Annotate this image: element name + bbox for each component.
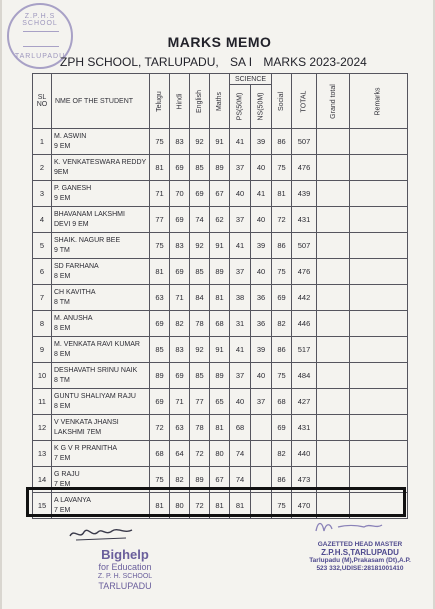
- cell-ns: 40: [251, 155, 272, 181]
- cell-hindi: 69: [170, 259, 190, 285]
- table-row: [33, 363, 408, 389]
- exam-name: SA I: [230, 55, 253, 69]
- cell-hindi: 80: [170, 493, 190, 519]
- cell-social: 86: [272, 129, 292, 155]
- cell-english: 92: [190, 233, 210, 259]
- cell-maths: 91: [210, 129, 230, 155]
- cell-grand-total: [317, 259, 350, 285]
- cell-grand-total: [317, 389, 350, 415]
- cell-remarks: [350, 181, 408, 207]
- cell-social: 69: [272, 285, 292, 311]
- student-class: 8 TM: [54, 298, 70, 306]
- cell-telugu: 81: [150, 493, 170, 519]
- cell-remarks: [350, 155, 408, 181]
- student-class: 8 EM: [54, 272, 71, 280]
- student-class: 9EM: [54, 168, 69, 176]
- cell-maths: 80: [210, 441, 230, 467]
- cell-ps: 41: [230, 233, 251, 259]
- office-stamp: [84, 548, 166, 591]
- cell-total: 440: [292, 441, 317, 467]
- cell-student-name: [52, 259, 150, 285]
- header-grand-total: Grand total: [317, 74, 350, 129]
- table-row: [33, 207, 408, 233]
- cell-sl-no: 8: [33, 311, 52, 337]
- table-row: [33, 129, 408, 155]
- cell-maths: 89: [210, 363, 230, 389]
- stamp-line-2: for Education: [98, 562, 152, 572]
- student-class: LAKSHMI 7EM: [54, 428, 102, 436]
- cell-student-name: [52, 233, 150, 259]
- cell-maths: 81: [210, 493, 230, 519]
- cell-maths: 68: [210, 311, 230, 337]
- header-hindi: Hindi: [170, 74, 190, 129]
- table-row: [33, 181, 408, 207]
- cell-total: 442: [292, 285, 317, 311]
- cell-total: 473: [292, 467, 317, 493]
- cell-ps: 74: [230, 441, 251, 467]
- cell-grand-total: [317, 155, 350, 181]
- header-remarks: Remarks: [350, 74, 408, 129]
- student-class: 7 EM: [54, 506, 71, 514]
- stamp-line-1: Bighelp: [101, 547, 149, 562]
- cell-ps: 74: [230, 467, 251, 493]
- headmaster-signature: [66, 522, 136, 544]
- cell-social: 68: [272, 389, 292, 415]
- student-class: 8 EM: [54, 324, 71, 332]
- student-class: 9 TM: [54, 246, 70, 254]
- cell-social: 86: [272, 337, 292, 363]
- memo-page: [2, 0, 433, 609]
- marks-year: MARKS 2023-2024: [263, 55, 367, 69]
- student-name: A LAVANYA: [54, 496, 91, 504]
- cell-grand-total: [317, 337, 350, 363]
- cell-ps: 40: [230, 389, 251, 415]
- student-class: 7 EM: [54, 480, 71, 488]
- cell-hindi: 71: [170, 389, 190, 415]
- cell-hindi: 83: [170, 129, 190, 155]
- cell-sl-no: 13: [33, 441, 52, 467]
- cell-ns: 39: [251, 233, 272, 259]
- cell-sl-no: 15: [33, 493, 52, 519]
- cell-sl-no: 12: [33, 415, 52, 441]
- student-class: 8 EM: [54, 350, 71, 358]
- cell-remarks: [350, 207, 408, 233]
- cell-grand-total: [317, 285, 350, 311]
- student-name: K. VENKATESWARA REDDY: [54, 158, 147, 166]
- cell-telugu: 85: [150, 337, 170, 363]
- marks-table: [32, 73, 408, 519]
- cell-grand-total: [317, 363, 350, 389]
- student-name: M. ASWIN: [54, 132, 87, 140]
- header-ns: NS(50M): [251, 85, 272, 129]
- cell-ns: 36: [251, 311, 272, 337]
- header-ps: PS(50M): [230, 85, 251, 129]
- cell-ns: 40: [251, 363, 272, 389]
- cell-hindi: 83: [170, 337, 190, 363]
- cell-maths: 91: [210, 337, 230, 363]
- cell-sl-no: 4: [33, 207, 52, 233]
- cell-telugu: 77: [150, 207, 170, 233]
- cell-grand-total: [317, 415, 350, 441]
- cell-maths: 67: [210, 467, 230, 493]
- cell-ns: 40: [251, 207, 272, 233]
- cell-social: 75: [272, 155, 292, 181]
- student-name: GUNTU SHALIYAM RAJU: [54, 392, 136, 400]
- cell-remarks: [350, 363, 408, 389]
- school-name: ZPH SCHOOL, TARLUPADU,: [60, 55, 219, 69]
- cell-student-name: [52, 311, 150, 337]
- student-class: 7 EM: [54, 454, 71, 462]
- cell-english: 92: [190, 129, 210, 155]
- student-name: SD FARHANA: [54, 262, 99, 270]
- cell-remarks: [350, 285, 408, 311]
- cell-telugu: 68: [150, 441, 170, 467]
- cell-total: 431: [292, 415, 317, 441]
- seal-bottom-text: TARLUPADU: [14, 53, 66, 60]
- gazetted-line-3: Tarlupadu (M),Prakasam (Dt),A.P.: [309, 557, 411, 564]
- cell-telugu: 81: [150, 155, 170, 181]
- cell-grand-total: [317, 181, 350, 207]
- cell-telugu: 75: [150, 467, 170, 493]
- cell-social: 75: [272, 259, 292, 285]
- gazetted-line-1: GAZETTED HEAD MASTER: [317, 541, 403, 548]
- cell-remarks: [350, 311, 408, 337]
- cell-social: 75: [272, 493, 292, 519]
- cell-student-name: [52, 441, 150, 467]
- cell-total: 517: [292, 337, 317, 363]
- cell-student-name: [52, 389, 150, 415]
- cell-sl-no: 9: [33, 337, 52, 363]
- student-name: V VENKATA JHANSI: [54, 418, 119, 426]
- cell-hindi: 83: [170, 233, 190, 259]
- cell-remarks: [350, 441, 408, 467]
- header-telugu: Telugu: [150, 74, 170, 129]
- cell-english: 85: [190, 363, 210, 389]
- cell-social: 86: [272, 233, 292, 259]
- cell-english: 74: [190, 207, 210, 233]
- cell-total: 484: [292, 363, 317, 389]
- cell-student-name: [52, 285, 150, 311]
- cell-total: 427: [292, 389, 317, 415]
- cell-social: 82: [272, 311, 292, 337]
- cell-maths: 62: [210, 207, 230, 233]
- cell-ps: 31: [230, 311, 251, 337]
- cell-maths: 67: [210, 181, 230, 207]
- table-row: [33, 233, 408, 259]
- cell-sl-no: 5: [33, 233, 52, 259]
- stamp-line-3: Z. P. H. SCHOOL: [97, 573, 153, 580]
- student-name: G RAJU: [54, 470, 80, 478]
- cell-grand-total: [317, 441, 350, 467]
- student-name: M. ANUSHA: [54, 314, 93, 322]
- cell-english: 85: [190, 259, 210, 285]
- cell-telugu: 81: [150, 259, 170, 285]
- table-row: [33, 337, 408, 363]
- table-row: [33, 311, 408, 337]
- cell-sl-no: 1: [33, 129, 52, 155]
- student-name: CH KAVITHA: [54, 288, 96, 296]
- cell-remarks: [350, 337, 408, 363]
- cell-maths: 81: [210, 285, 230, 311]
- cell-total: 439: [292, 181, 317, 207]
- table-row: [33, 155, 408, 181]
- seal-top-text: Z.P.H.S SCHOOL: [22, 13, 58, 27]
- student-class: 9 EM: [54, 142, 71, 150]
- cell-ps: 68: [230, 415, 251, 441]
- cell-grand-total: [317, 207, 350, 233]
- cell-telugu: 75: [150, 233, 170, 259]
- page-title: MARKS MEMO: [167, 34, 272, 50]
- cell-remarks: [350, 389, 408, 415]
- cell-sl-no: 11: [33, 389, 52, 415]
- header-student-name: NME OF THE STUDENT: [52, 74, 150, 129]
- header-total: TOTAL: [292, 74, 317, 129]
- gazetted-line-4: 523 332,UDISE:28181001410: [316, 565, 404, 572]
- cell-social: 86: [272, 467, 292, 493]
- header-english: English: [190, 74, 210, 129]
- cell-total: 507: [292, 129, 317, 155]
- cell-ns: [251, 415, 272, 441]
- cell-telugu: 89: [150, 363, 170, 389]
- cell-maths: 89: [210, 259, 230, 285]
- cell-ps: 81: [230, 493, 251, 519]
- cell-social: 72: [272, 207, 292, 233]
- cell-ns: 37: [251, 389, 272, 415]
- student-class: 8 EM: [54, 402, 71, 410]
- cell-english: 72: [190, 441, 210, 467]
- cell-ps: 37: [230, 155, 251, 181]
- cell-english: 78: [190, 311, 210, 337]
- cell-hindi: 82: [170, 311, 190, 337]
- cell-ns: 39: [251, 129, 272, 155]
- cell-maths: 89: [210, 155, 230, 181]
- cell-english: 72: [190, 493, 210, 519]
- cell-ps: 37: [230, 363, 251, 389]
- cell-ns: 41: [251, 181, 272, 207]
- cell-student-name: [52, 155, 150, 181]
- cell-sl-no: 6: [33, 259, 52, 285]
- student-name: SHAIK. NAGUR BEE: [54, 236, 121, 244]
- table-row: [33, 259, 408, 285]
- header-science: SCIENCE: [230, 74, 272, 85]
- header-social: Social: [272, 74, 292, 129]
- cell-remarks: [350, 415, 408, 441]
- cell-ns: 36: [251, 285, 272, 311]
- cell-student-name: [52, 181, 150, 207]
- cell-sl-no: 7: [33, 285, 52, 311]
- cell-total: 446: [292, 311, 317, 337]
- student-name: K G V R PRANITHA: [54, 444, 118, 452]
- cell-student-name: [52, 129, 150, 155]
- cell-english: 92: [190, 337, 210, 363]
- cell-student-name: [52, 363, 150, 389]
- student-class: DEVI 9 EM: [54, 220, 89, 228]
- cell-total: 476: [292, 259, 317, 285]
- cell-ns: 39: [251, 337, 272, 363]
- cell-hindi: 70: [170, 181, 190, 207]
- cell-maths: 65: [210, 389, 230, 415]
- cell-social: 82: [272, 441, 292, 467]
- cell-ps: 41: [230, 337, 251, 363]
- cell-sl-no: 2: [33, 155, 52, 181]
- student-name: M. VENKATA RAVI KUMAR: [54, 340, 140, 348]
- cell-grand-total: [317, 129, 350, 155]
- cell-english: 85: [190, 155, 210, 181]
- gazetted-line-2: Z.P.H.S,TARLUPADU: [321, 548, 399, 557]
- highlight-box: [26, 487, 406, 517]
- cell-ps: 41: [230, 129, 251, 155]
- header-sl-no: SL NO: [33, 74, 52, 129]
- student-class: 9 EM: [54, 194, 71, 202]
- cell-social: 69: [272, 415, 292, 441]
- cell-hindi: 71: [170, 285, 190, 311]
- cell-english: 78: [190, 415, 210, 441]
- cell-hindi: 64: [170, 441, 190, 467]
- table-row: [33, 285, 408, 311]
- gazetted-stamp: [305, 541, 415, 573]
- cell-maths: 81: [210, 415, 230, 441]
- cell-ps: 37: [230, 259, 251, 285]
- cell-telugu: 63: [150, 285, 170, 311]
- cell-social: 75: [272, 363, 292, 389]
- cell-grand-total: [317, 233, 350, 259]
- cell-grand-total: [317, 311, 350, 337]
- page-subtitle: [60, 55, 375, 69]
- cell-english: 89: [190, 467, 210, 493]
- student-name: DESHAVATH SRINU NAIK: [54, 366, 138, 374]
- cell-english: 84: [190, 285, 210, 311]
- header-maths: Maths: [210, 74, 230, 129]
- student-class: 8 TM: [54, 376, 70, 384]
- cell-english: 77: [190, 389, 210, 415]
- cell-sl-no: 10: [33, 363, 52, 389]
- cell-hindi: 82: [170, 467, 190, 493]
- cell-telugu: 71: [150, 181, 170, 207]
- table-row: [33, 389, 408, 415]
- stamp-line-4: TARLUPADU: [98, 581, 152, 591]
- cell-hindi: 69: [170, 207, 190, 233]
- table-row: [33, 441, 408, 467]
- cell-telugu: 69: [150, 311, 170, 337]
- cell-social: 81: [272, 181, 292, 207]
- cell-remarks: [350, 233, 408, 259]
- table-row: [33, 415, 408, 441]
- cell-sl-no: 3: [33, 181, 52, 207]
- cell-student-name: [52, 415, 150, 441]
- cell-maths: 91: [210, 233, 230, 259]
- gazetted-signature: [312, 515, 387, 537]
- cell-hindi: 69: [170, 363, 190, 389]
- cell-ps: 40: [230, 181, 251, 207]
- cell-telugu: 69: [150, 389, 170, 415]
- cell-student-name: [52, 207, 150, 233]
- cell-english: 69: [190, 181, 210, 207]
- cell-remarks: [350, 129, 408, 155]
- cell-ns: 40: [251, 259, 272, 285]
- cell-sl-no: 14: [33, 467, 52, 493]
- cell-total: 470: [292, 493, 317, 519]
- cell-student-name: [52, 337, 150, 363]
- cell-total: 507: [292, 233, 317, 259]
- cell-remarks: [350, 259, 408, 285]
- cell-telugu: 75: [150, 129, 170, 155]
- cell-telugu: 72: [150, 415, 170, 441]
- student-name: BHAVANAM LAKSHMI: [54, 210, 125, 218]
- cell-hindi: 69: [170, 155, 190, 181]
- cell-total: 476: [292, 155, 317, 181]
- cell-ps: 37: [230, 207, 251, 233]
- student-name: P. GANESH: [54, 184, 92, 192]
- cell-hindi: 63: [170, 415, 190, 441]
- cell-total: 431: [292, 207, 317, 233]
- cell-ns: [251, 441, 272, 467]
- cell-ps: 38: [230, 285, 251, 311]
- marks-table-body: [33, 129, 408, 519]
